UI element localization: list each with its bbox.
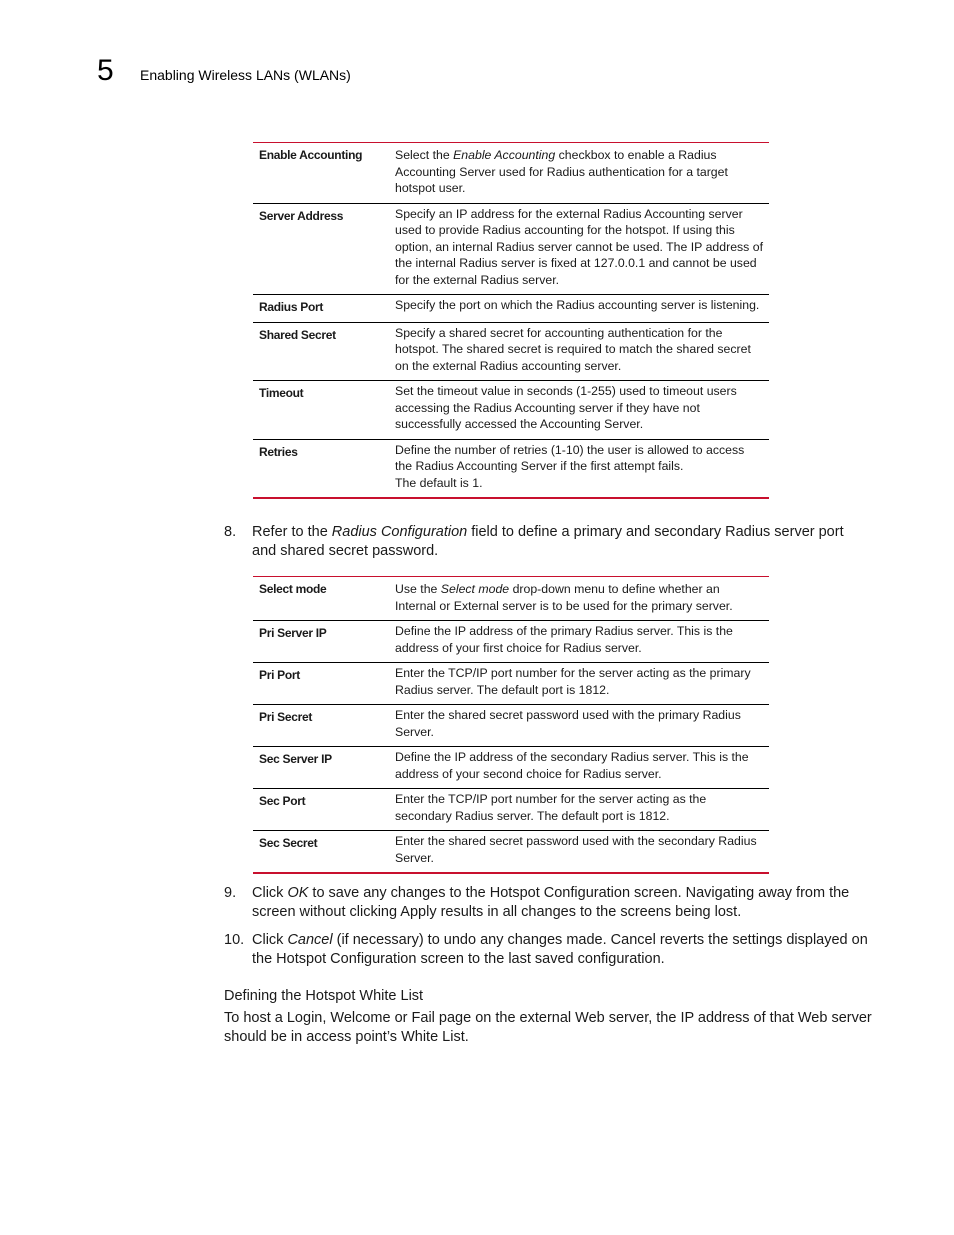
table-row [253,705,769,747]
term-cell: Enable Accounting [253,143,387,204]
step-10 [224,931,869,969]
accounting-settings-table [253,142,769,499]
description-cell: Specify the port on which the Radius accounting server is listening. [387,295,769,323]
step-number: 8. [224,524,237,540]
term-cell: Pri Port [253,663,387,705]
term-cell: Shared Secret [253,322,387,381]
table-row [253,203,769,295]
term-cell: Timeout [253,381,387,440]
description-cell: Select the Enable Accounting checkbox to enable a Radius Accounting Server used for Radius authentication for a target hotspot user. [387,143,769,204]
table-row [253,381,769,440]
term-cell: Select mode [253,577,387,621]
description-cell: Enter the shared secret password used with the secondary Radius Server. [387,831,769,874]
description-cell: Enter the shared secret password used with the primary Radius Server. [387,705,769,747]
description-cell: Use the Select mode drop-down menu to define whether an Internal or External server is to be used for the primary server. [387,577,769,621]
step-text: Refer to the Radius Configuration field to define a primary and secondary Radius server port and shared secret password. [252,524,844,559]
description-cell: Set the timeout value in seconds (1-255) used to timeout users accessing the Radius Accounting server if they have not successfully accessed the Accounting Server. [387,381,769,440]
step-text: Click Cancel (if necessary) to undo any changes made. Cancel reverts the settings displayed on the Hotspot Configuration screen to the last saved configuration. [252,932,868,967]
table-row [253,439,769,498]
term-cell: Pri Secret [253,705,387,747]
section-paragraph: To host a Login, Welcome or Fail page on the external Web server, the IP address of that Web server should be in access point’s White List. [224,1010,872,1045]
step-number: 9. [224,885,237,901]
term-cell: Sec Secret [253,831,387,874]
description-cell: Specify an IP address for the external Radius Accounting server used to provide Radius accounting for the hotspot. If using this option, an internal Radius server cannot be used. The IP address of the internal Radius server is fixed at 127.0.0.1 and cannot be used for the external Radius server. [387,203,769,295]
table-row [253,789,769,831]
table-row [253,322,769,381]
chapter-number: 5 [97,54,114,87]
table-row [253,747,769,789]
section-heading: Defining the Hotspot White List [224,988,424,1004]
description-cell: Define the IP address of the primary Radius server. This is the address of your first choice for Radius server. [387,621,769,663]
step-number: 10. [224,932,245,948]
radius-configuration-table [253,576,769,874]
description-cell: Enter the TCP/IP port number for the server acting as the primary Radius server. The default port is 1812. [387,663,769,705]
description-cell: Specify a shared secret for accounting authentication for the hotspot. The shared secret is required to match the shared secret on the external Radius accounting server. [387,322,769,381]
term-cell: Radius Port [253,295,387,323]
table-row [253,143,769,204]
table-row [253,831,769,874]
description-cell: Enter the TCP/IP port number for the server acting as the secondary Radius server. The default port is 1812. [387,789,769,831]
table-row [253,621,769,663]
table-row [253,295,769,323]
chapter-title: Enabling Wireless LANs (WLANs) [140,67,351,83]
step-9 [224,884,869,922]
description-cell: Define the number of retries (1-10) the user is allowed to access the Radius Accounting Server if the first attempt fails. The default is 1. [387,439,769,498]
term-cell: Pri Server IP [253,621,387,663]
term-cell: Sec Server IP [253,747,387,789]
term-cell: Sec Port [253,789,387,831]
table-row [253,663,769,705]
description-cell: Define the IP address of the secondary Radius server. This is the address of your second choice for Radius server. [387,747,769,789]
step-text: Click OK to save any changes to the Hotspot Configuration screen. Navigating away from the screen without clicking Apply results in all changes to the screens being lost. [252,885,850,920]
term-cell: Retries [253,439,387,498]
table-row [253,577,769,621]
term-cell: Server Address [253,203,387,295]
step-8 [224,523,869,561]
